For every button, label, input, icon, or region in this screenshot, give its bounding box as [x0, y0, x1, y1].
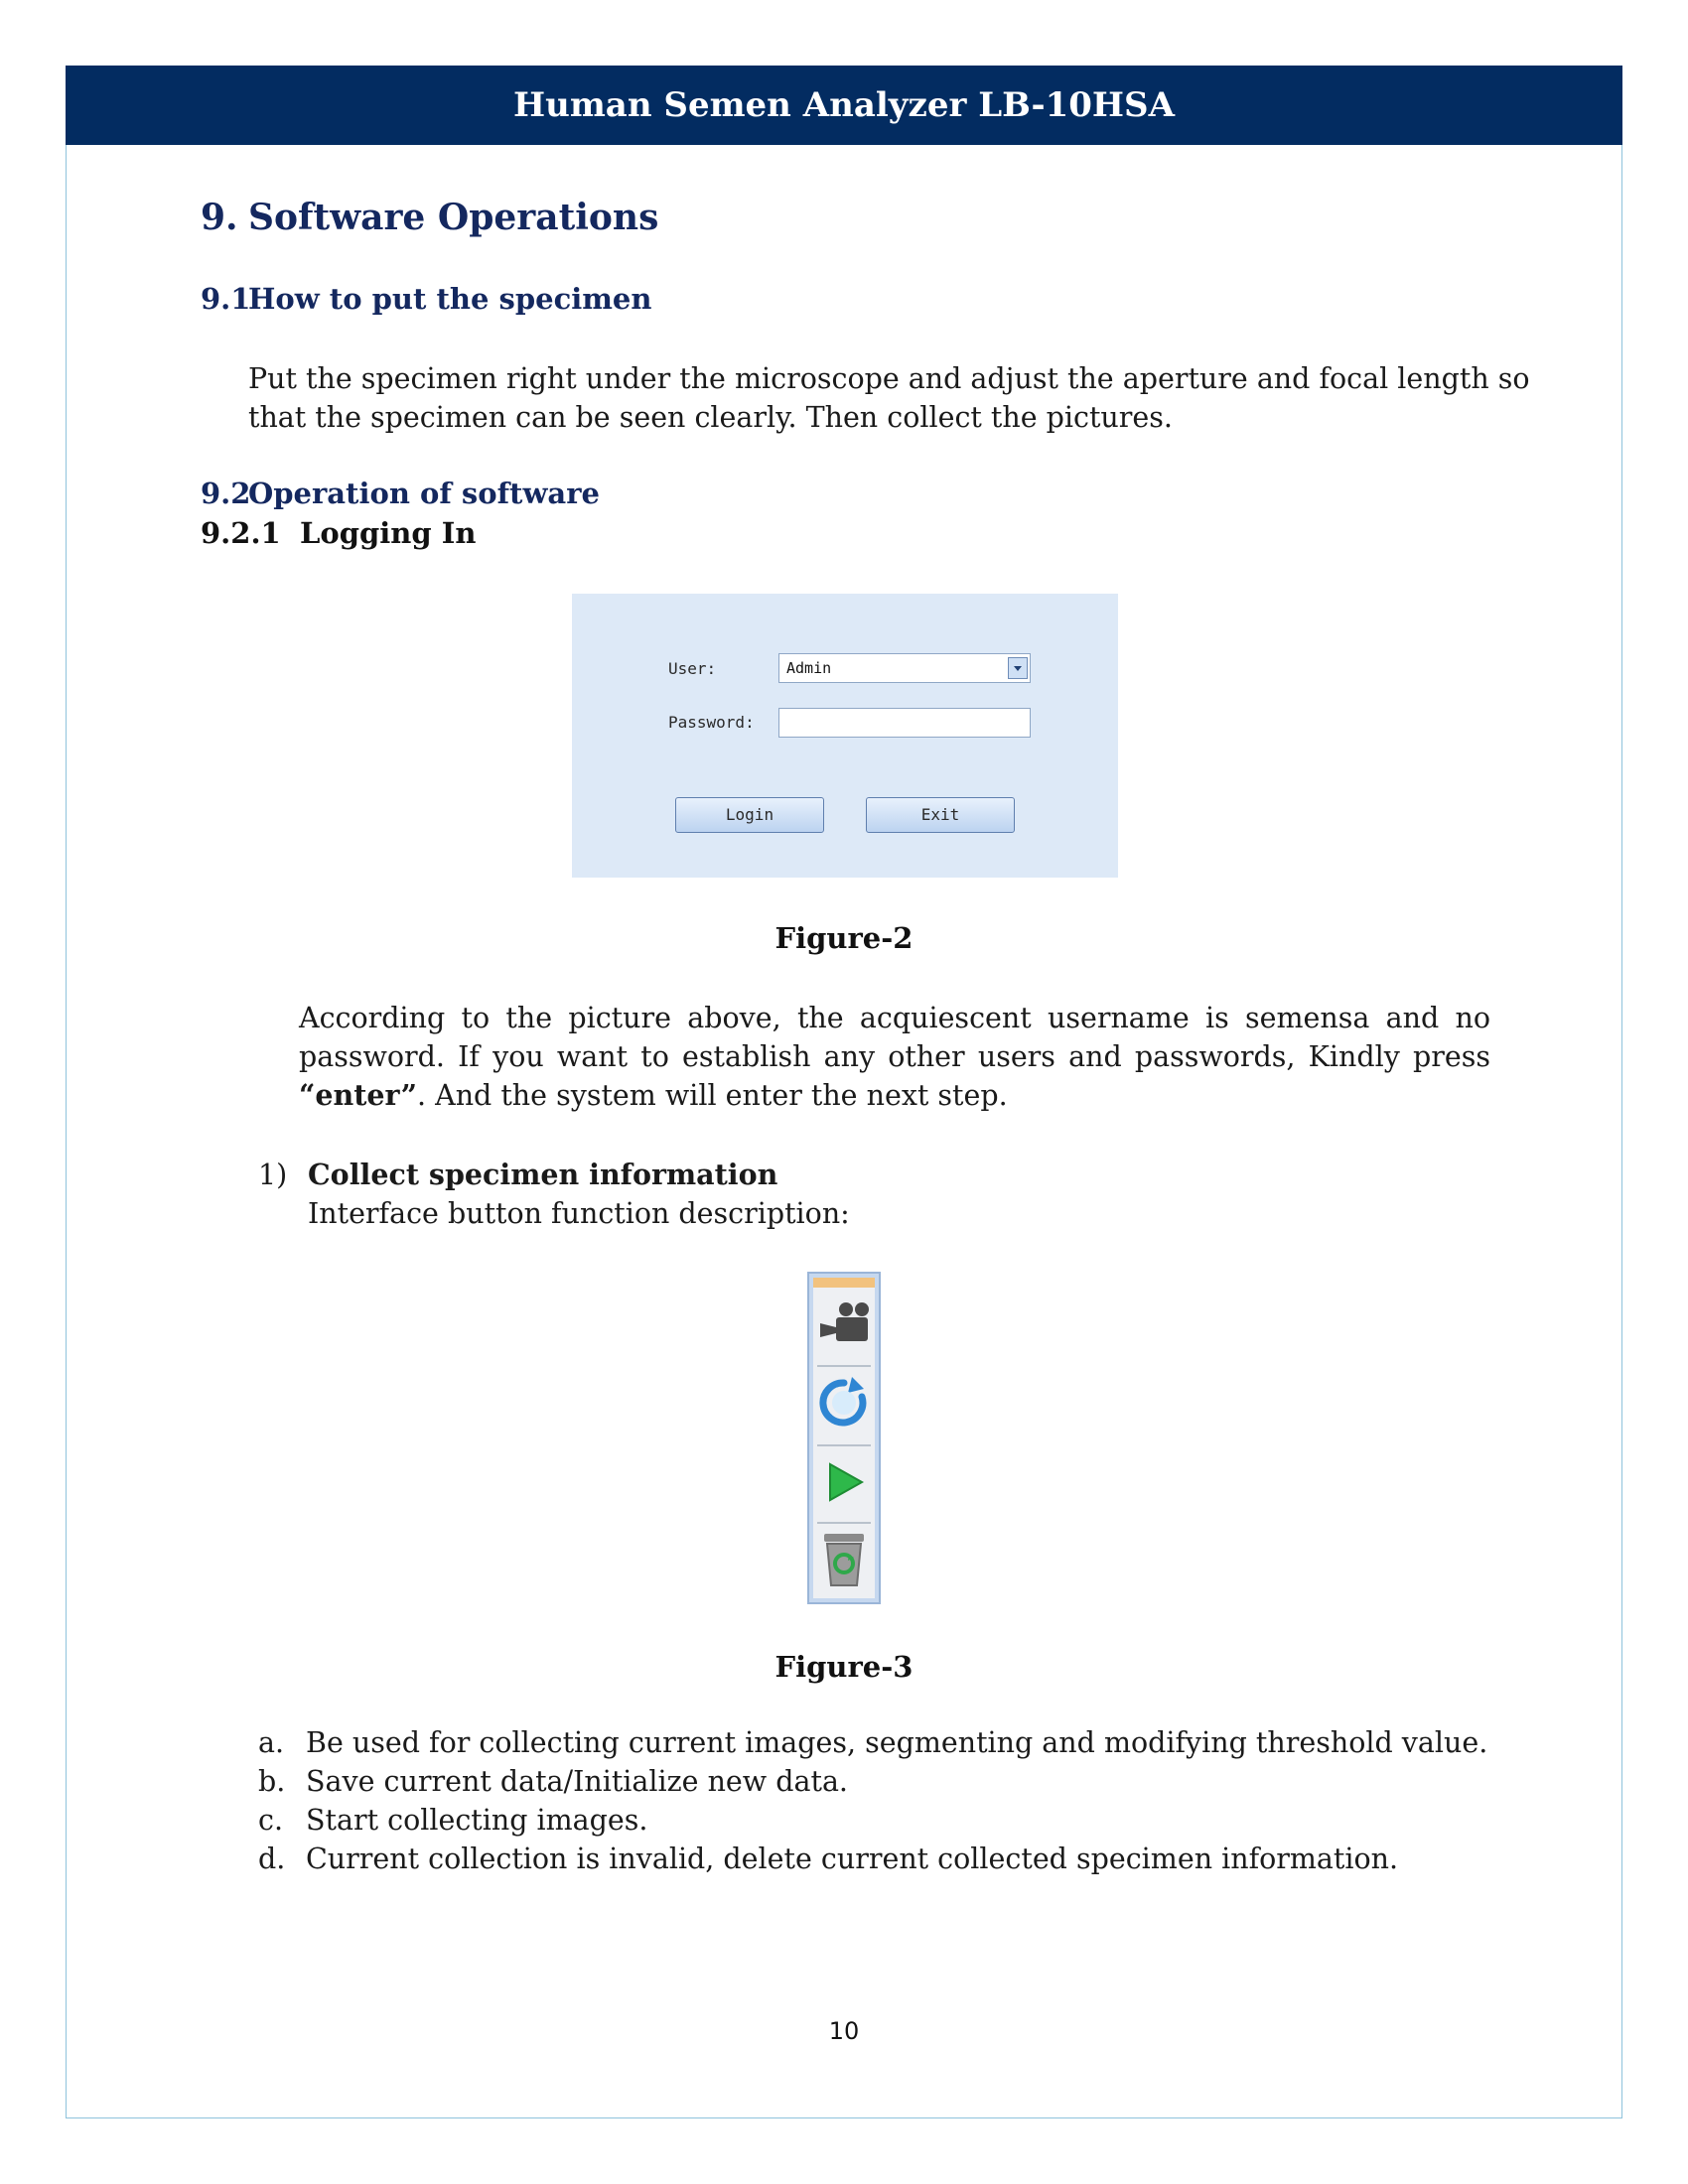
- password-label: Password:: [668, 713, 755, 732]
- text-line: According to the picture above, the acquiescent username is semensa and no: [299, 1002, 1490, 1034]
- user-select[interactable]: [778, 653, 1031, 683]
- subsection-number: 9.1: [201, 282, 251, 316]
- list-text: Save current data/Initialize new data.: [306, 1765, 848, 1798]
- page-number: 10: [828, 2017, 860, 2045]
- subsection-heading-9-1: [201, 282, 651, 316]
- list-marker: c.: [258, 1804, 284, 1837]
- text-line: [299, 1076, 1490, 1115]
- video-camera-icon[interactable]: [816, 1294, 872, 1353]
- list-text: Be used for collecting current images, segmenting and modifying threshold value.: [306, 1726, 1488, 1759]
- paragraph-login-description: [299, 999, 1490, 1115]
- password-field[interactable]: [778, 708, 1031, 738]
- list-marker: d.: [258, 1843, 286, 1875]
- figure-2-caption: Figure-2: [774, 921, 914, 955]
- subsubsection-number: 9.2.1: [201, 516, 281, 550]
- section-title: Software Operations: [248, 197, 659, 238]
- text-line: that the specimen can be seen clearly. Then collect the pictures.: [248, 401, 1173, 434]
- refresh-icon[interactable]: [816, 1373, 872, 1433]
- section-number: 9.: [201, 197, 238, 238]
- play-icon[interactable]: [816, 1452, 872, 1512]
- subsection-title: Operation of software: [248, 477, 600, 510]
- figure-3-caption: Figure-3: [774, 1650, 914, 1684]
- subsubsection-heading-9-2-1: [201, 516, 476, 550]
- list-marker: a.: [258, 1726, 285, 1759]
- toolbar-separator: [817, 1522, 871, 1524]
- toolbar-separator: [817, 1444, 871, 1446]
- subsection-heading-9-2: [201, 477, 600, 510]
- user-value: Admin: [786, 659, 832, 677]
- text-line: password. If you want to establish any other users and passwords, Kindly press: [299, 1040, 1490, 1073]
- list-text: Current collection is invalid, delete current collected specimen information.: [306, 1843, 1399, 1875]
- list-marker: b.: [258, 1765, 286, 1798]
- login-dialog: [572, 594, 1118, 878]
- subsection-title: How to put the specimen: [248, 282, 652, 316]
- toolbar-grip: [813, 1278, 875, 1288]
- section-heading: [201, 197, 658, 238]
- subsubsection-title: Logging In: [300, 516, 477, 550]
- chevron-down-icon[interactable]: [1008, 657, 1028, 679]
- list-marker: 1): [258, 1159, 288, 1191]
- subsection-number: 9.2: [201, 477, 251, 510]
- toolbar-separator: [817, 1365, 871, 1367]
- user-label: User:: [668, 659, 717, 678]
- list-text: Start collecting images.: [306, 1804, 648, 1837]
- collect-title: Collect specimen information: [308, 1158, 778, 1191]
- exit-button[interactable]: Exit: [866, 797, 1015, 833]
- page-header: Human Semen Analyzer LB-10HSA: [66, 66, 1622, 145]
- login-button[interactable]: Login: [675, 797, 824, 833]
- paragraph-specimen: [248, 359, 1530, 437]
- recycle-bin-icon[interactable]: [816, 1528, 872, 1587]
- text-fragment: . And the system will enter the next step.: [417, 1079, 1008, 1112]
- enter-keyword: “enter”: [299, 1078, 417, 1112]
- collect-subtitle: Interface button function description:: [308, 1197, 850, 1230]
- text-line: Put the specimen right under the microscope and adjust the aperture and focal length so: [248, 362, 1530, 395]
- collection-toolbar: [807, 1272, 881, 1604]
